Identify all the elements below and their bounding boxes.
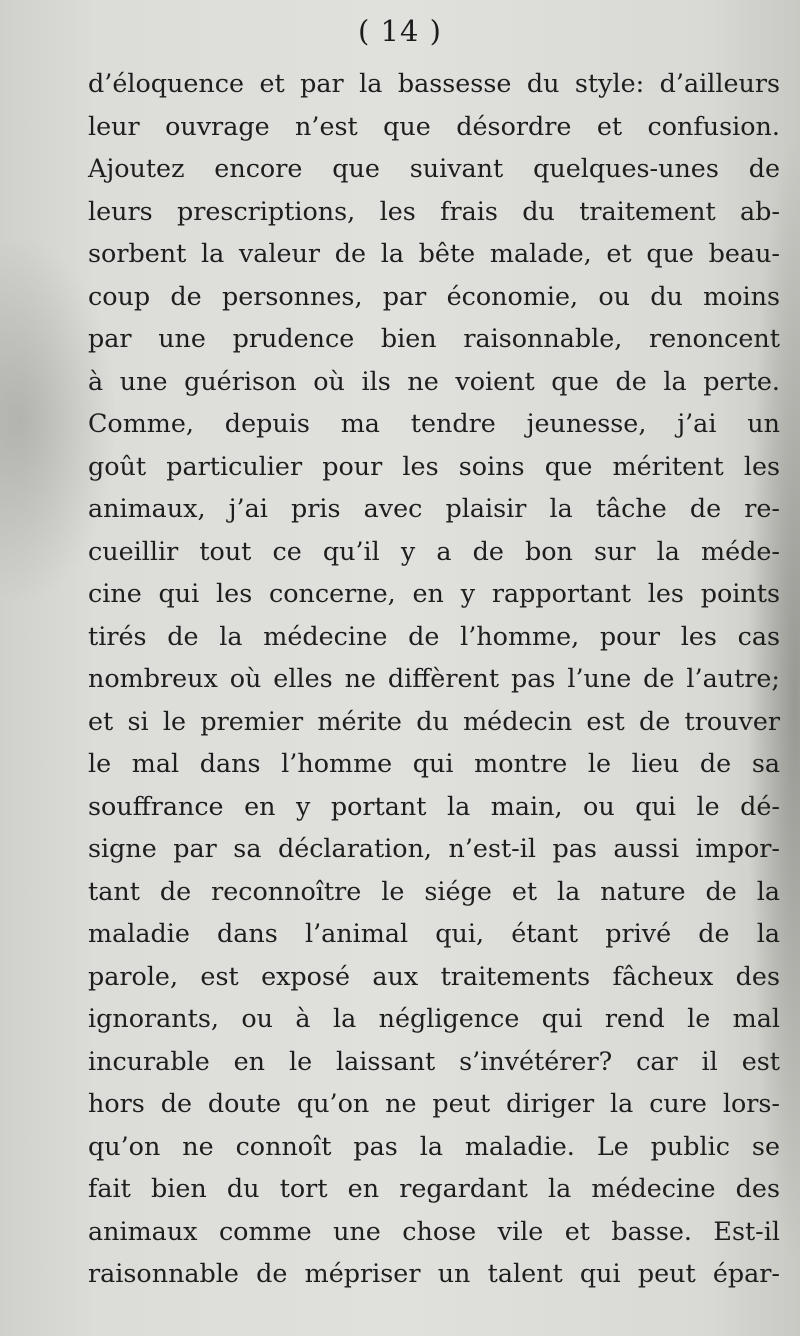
text-line: et si le premier mérite du médecin est de trouver bbox=[88, 705, 780, 736]
body-text bbox=[88, 62, 780, 1295]
text-line: qu’on ne connoît pas la maladie. Le public se bbox=[88, 1130, 780, 1161]
text-line: maladie dans l’animal qui, étant privé de la bbox=[88, 918, 780, 948]
text-line: tant de reconnoître le siége et la nature de la bbox=[88, 875, 780, 906]
text-line: cine qui les concerne, en y rapportant les points bbox=[88, 578, 780, 608]
text-line: sorbent la valeur de la bête malade, et que beau- bbox=[88, 238, 780, 268]
text-line: animaux, j’ai pris avec plaisir la tâche de re- bbox=[88, 493, 780, 523]
text-line: d’éloquence et par la bassesse du style: d’ailleurs bbox=[88, 68, 780, 98]
text-line: fait bien du tort en regardant la médecine des bbox=[88, 1173, 780, 1203]
text-line: parole, est exposé aux traitements fâcheux des bbox=[88, 960, 780, 991]
text-line: incurable en le laissant s’invétérer? car il est bbox=[88, 1045, 780, 1076]
text-line: leurs prescriptions, les frais du traitement ab- bbox=[88, 195, 780, 226]
text-line: par une prudence bien raisonnable, renoncent bbox=[88, 323, 780, 353]
text-line: animaux comme une chose vile et basse. Est-il bbox=[88, 1215, 780, 1246]
text-line: cueillir tout ce qu’il y a de bon sur la méde- bbox=[88, 535, 780, 566]
text-line: à une guérison où ils ne voient que de la perte. bbox=[88, 365, 780, 396]
text-line: hors de doute qu’on ne peut diriger la cure lors- bbox=[88, 1088, 780, 1118]
text-line: goût particulier pour les soins que méritent les bbox=[88, 450, 780, 481]
text-line: ignorants, ou à la négligence qui rend le mal bbox=[88, 1003, 780, 1033]
text-line: Ajoutez encore que suivant quelques-unes de bbox=[88, 153, 780, 183]
page-number: ( 14 ) bbox=[358, 14, 442, 48]
text-line: leur ouvrage n’est que désordre et confusion. bbox=[88, 110, 780, 141]
text-line: nombreux où elles ne diffèrent pas l’une de l’autre; bbox=[88, 663, 780, 693]
text-line: signe par sa déclaration, n’est-il pas aussi impor- bbox=[88, 833, 780, 863]
text-line: souffrance en y portant la main, ou qui le dé- bbox=[88, 790, 780, 821]
text-line: raisonnable de mépriser un talent qui peut épar- bbox=[88, 1258, 780, 1288]
text-line: tirés de la médecine de l’homme, pour les cas bbox=[88, 620, 780, 651]
text-line: coup de personnes, par économie, ou du moins bbox=[88, 280, 780, 311]
text-line: Comme, depuis ma tendre jeunesse, j’ai un bbox=[88, 408, 780, 438]
text-line: le mal dans l’homme qui montre le lieu de sa bbox=[88, 748, 780, 778]
